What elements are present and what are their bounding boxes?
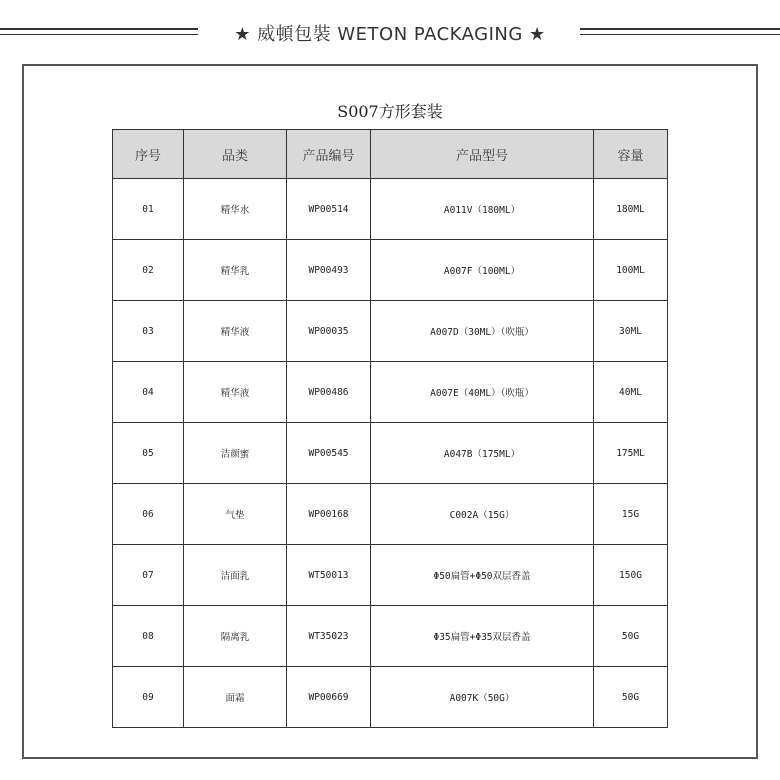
cell-code: WT50013 xyxy=(287,545,371,606)
cell-no: 06 xyxy=(113,484,184,545)
cell-capacity: 40ML xyxy=(594,362,668,423)
table-header-row xyxy=(113,130,668,179)
cell-no: 07 xyxy=(113,545,184,606)
cell-no: 01 xyxy=(113,179,184,240)
header-code: 产品编号 xyxy=(287,130,371,179)
cell-category: 洁面乳 xyxy=(184,545,287,606)
cell-capacity: 30ML xyxy=(594,301,668,362)
product-spec-table xyxy=(112,129,668,728)
cell-no: 04 xyxy=(113,362,184,423)
header-model: 产品型号 xyxy=(371,130,594,179)
cell-capacity: 180ML xyxy=(594,179,668,240)
cell-code: WP00486 xyxy=(287,362,371,423)
cell-no: 02 xyxy=(113,240,184,301)
cell-category: 隔离乳 xyxy=(184,606,287,667)
cell-model: A047B（175ML） xyxy=(371,423,594,484)
cell-category: 精华乳 xyxy=(184,240,287,301)
cell-category: 洁颜蜜 xyxy=(184,423,287,484)
cell-code: WT35023 xyxy=(287,606,371,667)
table-row xyxy=(113,484,668,545)
cell-capacity: 175ML xyxy=(594,423,668,484)
brand-banner xyxy=(0,18,780,48)
cell-capacity: 15G xyxy=(594,484,668,545)
cell-model: A007K（50G） xyxy=(371,667,594,728)
brand-banner-text: ★ 威頓包裝 WETON PACKAGING ★ xyxy=(234,24,546,45)
cell-category: 精华水 xyxy=(184,179,287,240)
table-row xyxy=(113,545,668,606)
cell-code: WP00514 xyxy=(287,179,371,240)
cell-capacity: 50G xyxy=(594,606,668,667)
cell-no: 09 xyxy=(113,667,184,728)
cell-no: 03 xyxy=(113,301,184,362)
set-title: S007方形套装 xyxy=(337,102,443,121)
cell-model: A007D（30ML）（吹瓶） xyxy=(371,301,594,362)
table-row xyxy=(113,667,668,728)
cell-model: Φ35扁管+Φ35双层香盖 xyxy=(371,606,594,667)
cell-model: Φ50扁管+Φ50双层香盖 xyxy=(371,545,594,606)
cell-category: 面霜 xyxy=(184,667,287,728)
cell-category: 精华液 xyxy=(184,362,287,423)
cell-capacity: 100ML xyxy=(594,240,668,301)
cell-code: WP00493 xyxy=(287,240,371,301)
cell-no: 05 xyxy=(113,423,184,484)
table-row xyxy=(113,423,668,484)
table-row xyxy=(113,301,668,362)
cell-code: WP00669 xyxy=(287,667,371,728)
cell-model: A007E（40ML）（吹瓶） xyxy=(371,362,594,423)
table-row xyxy=(113,606,668,667)
cell-code: WP00545 xyxy=(287,423,371,484)
cell-code: WP00168 xyxy=(287,484,371,545)
cell-no: 08 xyxy=(113,606,184,667)
cell-capacity: 150G xyxy=(594,545,668,606)
table-row xyxy=(113,362,668,423)
header-category: 品类 xyxy=(184,130,287,179)
cell-model: A007F（100ML） xyxy=(371,240,594,301)
cell-model: A011V（180ML） xyxy=(371,179,594,240)
header-no: 序号 xyxy=(113,130,184,179)
table-row xyxy=(113,179,668,240)
cell-code: WP00035 xyxy=(287,301,371,362)
cell-capacity: 50G xyxy=(594,667,668,728)
banner-rule-left xyxy=(0,28,198,35)
cell-model: C002A（15G） xyxy=(371,484,594,545)
cell-category: 精华液 xyxy=(184,301,287,362)
header-capacity: 容量 xyxy=(594,130,668,179)
cell-category: 气垫 xyxy=(184,484,287,545)
table-row xyxy=(113,240,668,301)
banner-rule-right xyxy=(580,28,780,35)
